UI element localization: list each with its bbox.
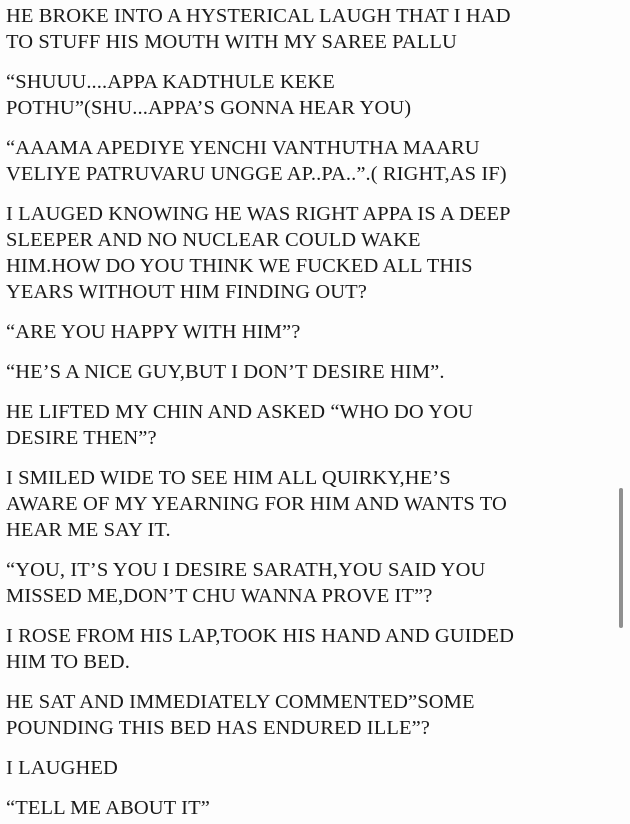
paragraph [6, 755, 630, 781]
text-line: “YOU, IT’S YOU I DESIRE SARATH,YOU SAID YOU [6, 559, 486, 581]
paragraph [6, 3, 630, 55]
text-line: POTHU”(SHU...APPA’S GONNA HEAR YOU) [6, 97, 412, 119]
paragraph [6, 201, 630, 305]
text-line: YEARS WITHOUT HIM FINDING OUT? [6, 281, 367, 303]
text-line: I ROSE FROM HIS LAP,TOOK HIS HAND AND GUIDED [6, 625, 515, 647]
text-line: HE LIFTED MY CHIN AND ASKED “WHO DO YOU [6, 401, 474, 423]
text-line: “HE’S A NICE GUY,BUT I DON’T DESIRE HIM”. [6, 361, 445, 383]
paragraph [6, 465, 630, 543]
text-line: HEAR ME SAY IT. [6, 519, 171, 541]
paragraph [6, 69, 630, 121]
text-line: DESIRE THEN”? [6, 427, 157, 449]
paragraph [6, 359, 630, 385]
scrollbar-track[interactable] [619, 0, 625, 824]
scrollbar-thumb[interactable] [619, 488, 623, 628]
paragraph [6, 557, 630, 609]
paragraph [6, 399, 630, 451]
paragraph [6, 689, 630, 741]
text-line: “ARE YOU HAPPY WITH HIM”? [6, 321, 301, 343]
text-line: SLEEPER AND NO NUCLEAR COULD WAKE [6, 229, 421, 251]
text-line: POUNDING THIS BED HAS ENDURED ILLE”? [6, 717, 430, 739]
text-line: HIM TO BED. [6, 651, 130, 673]
paragraph [6, 319, 630, 345]
text-line: VELIYE PATRUVARU UNGGE AP..PA..”.( RIGHT,AS IF) [6, 163, 507, 185]
text-line: AWARE OF MY YEARNING FOR HIM AND WANTS TO [6, 493, 507, 515]
story-text [6, 3, 630, 821]
paragraph [6, 623, 630, 675]
paragraph [6, 795, 630, 821]
text-line: I LAUGED KNOWING HE WAS RIGHT APPA IS A DEEP [6, 203, 511, 225]
text-line: “SHUUU....APPA KADTHULE KEKE [6, 71, 335, 93]
text-line: “AAAMA APEDIYE YENCHI VANTHUTHA MAARU [6, 137, 480, 159]
text-line: MISSED ME,DON’T CHU WANNA PROVE IT”? [6, 585, 433, 607]
text-line: HE BROKE INTO A HYSTERICAL LAUGH THAT I HAD [6, 5, 511, 27]
text-line: HIM.HOW DO YOU THINK WE FUCKED ALL THIS [6, 255, 473, 277]
text-line: “TELL ME ABOUT IT” [6, 797, 210, 819]
text-line: TO STUFF HIS MOUTH WITH MY SAREE PALLU [6, 31, 457, 53]
text-line: HE SAT AND IMMEDIATELY COMMENTED”SOME [6, 691, 475, 713]
paragraph [6, 135, 630, 187]
text-line: I LAUGHED [6, 757, 118, 779]
text-line: I SMILED WIDE TO SEE HIM ALL QUIRKY,HE’S [6, 467, 451, 489]
